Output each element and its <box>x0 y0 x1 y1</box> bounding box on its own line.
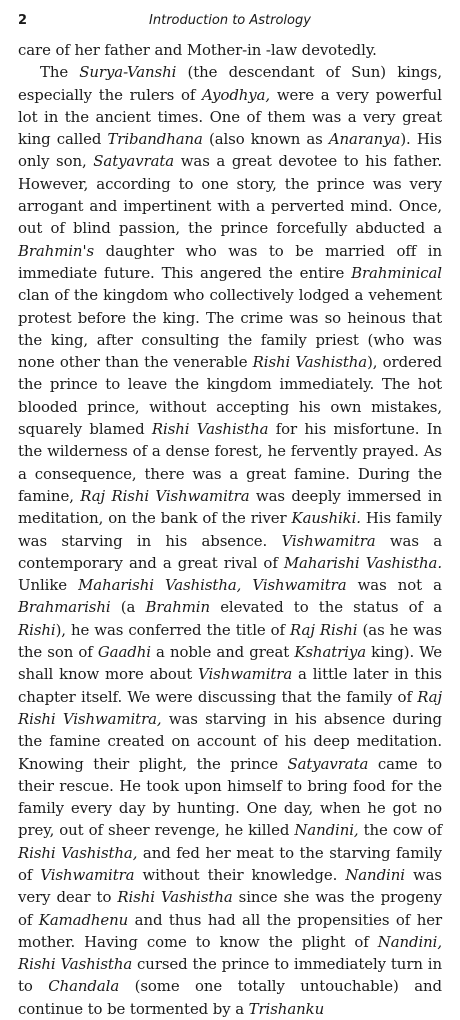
text-run: was very dear to <box>18 865 442 907</box>
italic-term: Kshatriya <box>294 643 366 662</box>
italic-term: Kamadhenu <box>38 910 129 929</box>
italic-term: Brahminical <box>351 263 442 282</box>
text-run: (also known as <box>202 130 329 149</box>
text-run: Unlike <box>18 576 79 595</box>
running-title: Introduction to Astrology <box>149 13 311 28</box>
italic-term: Raj Rishi Vishwamitra, <box>18 687 442 728</box>
italic-term: Maharishi Vashistha, Vishwamitra <box>78 576 347 595</box>
text-run: daughter who was to be married off in immediate future. This angered the entire <box>18 241 442 282</box>
text-run: (the descendant of Sun) kings, especially the rulers of <box>18 63 443 104</box>
italic-term: Nandini, Rishi Vashistha <box>18 932 442 974</box>
italic-term: Brahmin's <box>18 241 95 260</box>
text-run: clan of the kingdom who collectively lodged a vehement protest before the king. The crime was so heinous that the king, after consulting the family priest (who was none other than the venerable <box>18 286 442 372</box>
text-run: was a contemporary and a great rival of <box>18 531 442 572</box>
italic-term: Rishi Vashistha <box>252 353 368 372</box>
text-run: was not a <box>346 576 442 595</box>
italic-term: Rishi Vashistha <box>117 888 233 907</box>
body-paragraph <box>18 61 442 1020</box>
page-number: 2 <box>18 13 28 28</box>
continued-paragraph <box>18 39 442 61</box>
page-header <box>18 13 442 35</box>
text-run: was starving in his absence during the famine created on account of his deep meditation. Knowing their plight, the prince <box>18 709 442 773</box>
text-run: and thus had all the propensities of her mother. Having come to know the plight of <box>18 910 442 951</box>
body-text <box>18 39 442 1020</box>
text-run: elevated to the status of a <box>209 598 442 617</box>
italic-term: Raj Rishi <box>290 620 358 639</box>
italic-term: Maharishi Vashistha. <box>283 553 442 572</box>
text-run: for his misfortune. In the wilderness of a dense forest, he fervently prayed. As a consequence, there was a great famine. During the famine, <box>18 420 443 505</box>
italic-term: Anaranya <box>328 130 401 149</box>
text-run: a noble and great <box>150 643 295 662</box>
italic-term: Rishi <box>18 620 56 639</box>
italic-term: Raj Rishi Vishwamitra <box>80 486 250 505</box>
italic-term: Nandini <box>345 865 405 884</box>
italic-term: Satyavrata <box>287 754 369 773</box>
italic-term: Vishwamitra <box>40 865 135 884</box>
italic-term: Ayodhya, <box>202 85 271 104</box>
text-run: were a very powerful lot in the ancient times. One of them was a very great king called <box>18 85 442 149</box>
italic-term: Satyavrata <box>93 152 175 171</box>
italic-term: Rishi Vashistha, <box>18 843 138 862</box>
italic-term: Rishi Vashistha <box>151 420 269 439</box>
text-run: was deeply immersed in meditation, on the bank of the river <box>18 486 442 528</box>
text-run: a little later in this chapter itself. We were discussing that the family of <box>18 665 442 706</box>
text-run: care of her father and Mother-in -law devotedly. <box>18 41 377 59</box>
text-run: ). His only son, <box>18 130 442 171</box>
italic-term: Nandini, <box>294 821 359 840</box>
italic-term: Gaadhi <box>97 643 151 662</box>
text-run: came to their rescue. He took upon himself to bring food for the family every day by hunting. One day, when he got no prey, out of sheer revenge, he killed <box>18 754 442 840</box>
italic-term: Vishwamitra <box>281 531 376 550</box>
text-run: and fed her meat to the starving family of <box>18 843 442 884</box>
italic-term: Kaushiki. <box>291 509 361 528</box>
text-run: (some one totally untouchable) and continue to be tormented by a <box>18 977 442 1018</box>
text-run: without their knowledge. <box>134 865 346 884</box>
italic-term: Chandala <box>48 977 120 996</box>
text-run: ), ordered the prince to leave the kingdom immediately. The hot blooded prince, without accepting his own mistakes, squarely blamed <box>18 353 443 439</box>
text-run: was a great devotee to his father. However, according to one story, the prince was very arrogant and impertinent with a perverted mind. Once, out of blind passion, the prince forcefully abducted a <box>18 152 442 238</box>
italic-term: Tribandhana <box>107 130 203 149</box>
text-run: since she was the progeny of <box>18 888 442 929</box>
text-run: (a <box>110 598 146 617</box>
italic-term: Trishanku <box>248 999 325 1018</box>
italic-term: Surya-Vanshi <box>79 63 177 82</box>
text-run: (as he was the son of <box>18 620 442 662</box>
text-run: cursed the prince to immediately turn in to <box>18 955 442 996</box>
text-run: the cow of <box>358 821 443 840</box>
italic-term: Brahmin <box>145 598 210 617</box>
text-run: king). We shall know more about <box>18 643 442 684</box>
italic-term: Brahmarishi <box>18 598 111 617</box>
text-run: His family was starving in his absence. <box>18 509 442 550</box>
italic-term: Vishwamitra <box>198 665 293 684</box>
text-run: ), he was conferred the title of <box>55 620 291 639</box>
text-run: The <box>40 63 80 82</box>
